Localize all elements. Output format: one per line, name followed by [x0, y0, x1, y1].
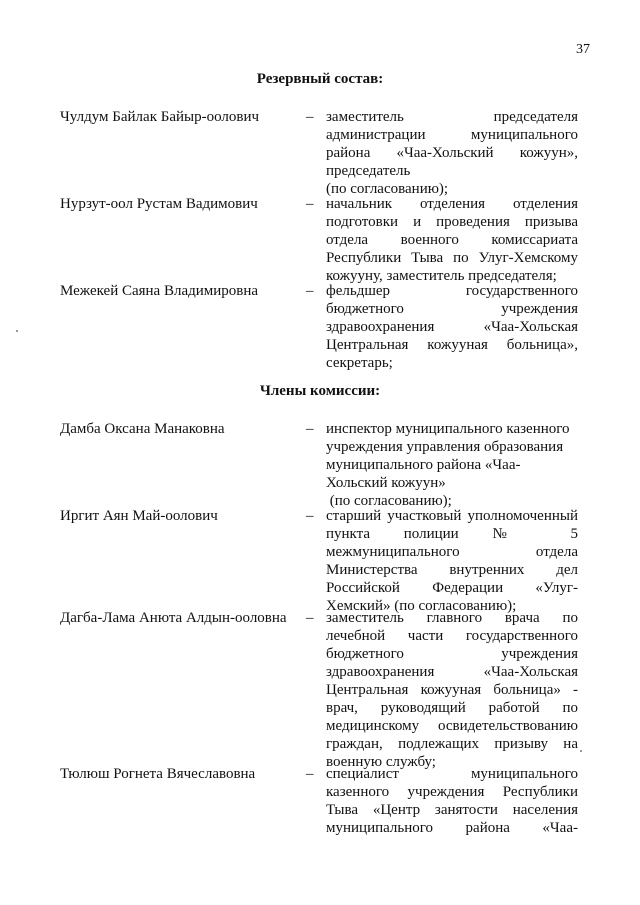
role-line: межмуниципального отдела: [326, 544, 578, 560]
reserve-entry-mezhekey: [60, 282, 580, 371]
role-line: военную службу;: [326, 754, 436, 770]
role-line: заместитель главного врача по: [326, 610, 578, 626]
reserve-entry-chuldum: [60, 108, 580, 197]
role-line: лечебной части государственного: [326, 628, 578, 644]
role-line: медицинскому освидетельствованию: [326, 718, 578, 734]
member-entry-tyulyush: [60, 765, 580, 836]
role-line: кожууну, заместитель председателя;: [326, 268, 557, 284]
role-line: учреждения управления образования: [326, 439, 564, 455]
role-line: казенного учреждения Республики: [326, 784, 578, 800]
role-line: Российской Федерации «Улуг-: [326, 580, 578, 596]
role-line: фельдшер государственного: [326, 283, 578, 299]
role-line: района «Чаа-Хольский кожуун»,: [326, 145, 578, 161]
member-entry-irgit: [60, 507, 580, 614]
reserve-heading: Резервный состав:: [256, 71, 384, 87]
role-line: (по согласованию);: [326, 493, 452, 509]
role-line: старший участковый уполномоченный: [326, 508, 578, 524]
dash-separator: –: [306, 610, 314, 626]
member-entry-dagba-lama: [60, 609, 580, 770]
member-role: [326, 420, 578, 510]
role-line: Центральная кожууная больница»,: [326, 337, 578, 353]
member-role: [326, 507, 578, 615]
scan-speck: [16, 330, 18, 332]
dash-separator: –: [306, 421, 314, 437]
role-line: специалист муниципального: [326, 766, 578, 782]
role-line: Хольский кожуун»: [326, 475, 446, 491]
dash-separator: –: [306, 766, 314, 782]
member-role: [326, 108, 578, 198]
member-name: Межекей Саяна Владимировна: [60, 283, 259, 299]
role-line: начальник отделения отделения: [326, 196, 578, 212]
role-line: граждан, подлежащих призыву на: [326, 736, 578, 752]
page-number: 37: [576, 42, 590, 57]
member-role: [326, 282, 578, 372]
role-line: Центральная кожууная больница» -: [326, 682, 578, 698]
role-line: здравоохранения «Чаа-Хольская: [326, 319, 578, 335]
member-name: Нурзут-оол Рустам Вадимович: [60, 196, 258, 212]
member-name: Иргит Аян Май-оолович: [60, 508, 218, 524]
role-line: Республики Тыва по Улуг-Хемскому: [326, 250, 578, 266]
member-role: [326, 195, 578, 285]
role-line: председатель: [326, 163, 411, 179]
role-line: подготовки и проведения призыва: [326, 214, 578, 230]
role-line: отдела военного комиссариата: [326, 232, 578, 248]
role-line: Хемский» (по согласованию);: [326, 598, 517, 614]
reserve-entry-nurzut: [60, 195, 580, 284]
role-line: Министерства внутренних дел: [326, 562, 578, 578]
member-name: Дамба Оксана Манаковна: [60, 421, 225, 437]
role-line: администрации муниципального: [326, 127, 578, 143]
role-line: заместитель председателя: [326, 109, 578, 125]
role-line: бюджетного учреждения: [326, 301, 578, 317]
role-line: бюджетного учреждения: [326, 646, 578, 662]
role-line: муниципального района «Чаа-: [326, 457, 521, 473]
role-line: пункта полиции № 5: [326, 526, 578, 542]
dash-separator: –: [306, 508, 314, 524]
role-line: муниципального района «Чаа-: [326, 820, 578, 836]
role-line: секретарь;: [326, 355, 393, 371]
role-line: Тыва «Центр занятости населения: [326, 802, 578, 818]
dash-separator: –: [306, 196, 314, 212]
dash-separator: –: [306, 109, 314, 125]
role-line: инспектор муниципального казенного: [326, 421, 570, 437]
member-name: Чулдум Байлак Байыр-оолович: [60, 109, 260, 125]
member-role: [326, 609, 578, 771]
dash-separator: –: [306, 283, 314, 299]
role-line: (по согласованию);: [326, 181, 449, 197]
members-heading: Члены комиссии:: [259, 383, 381, 399]
member-name: Дагба-Лама Анюта Алдын-ооловна: [60, 610, 287, 626]
member-role: [326, 765, 578, 837]
role-line: здравоохранения «Чаа-Хольская: [326, 664, 578, 680]
role-line: врач, руководящий работой по: [326, 700, 578, 716]
member-name: Тюлюш Рогнета Вячеславовна: [60, 766, 256, 782]
scan-speck: [580, 750, 582, 752]
member-entry-damba: [60, 420, 580, 509]
